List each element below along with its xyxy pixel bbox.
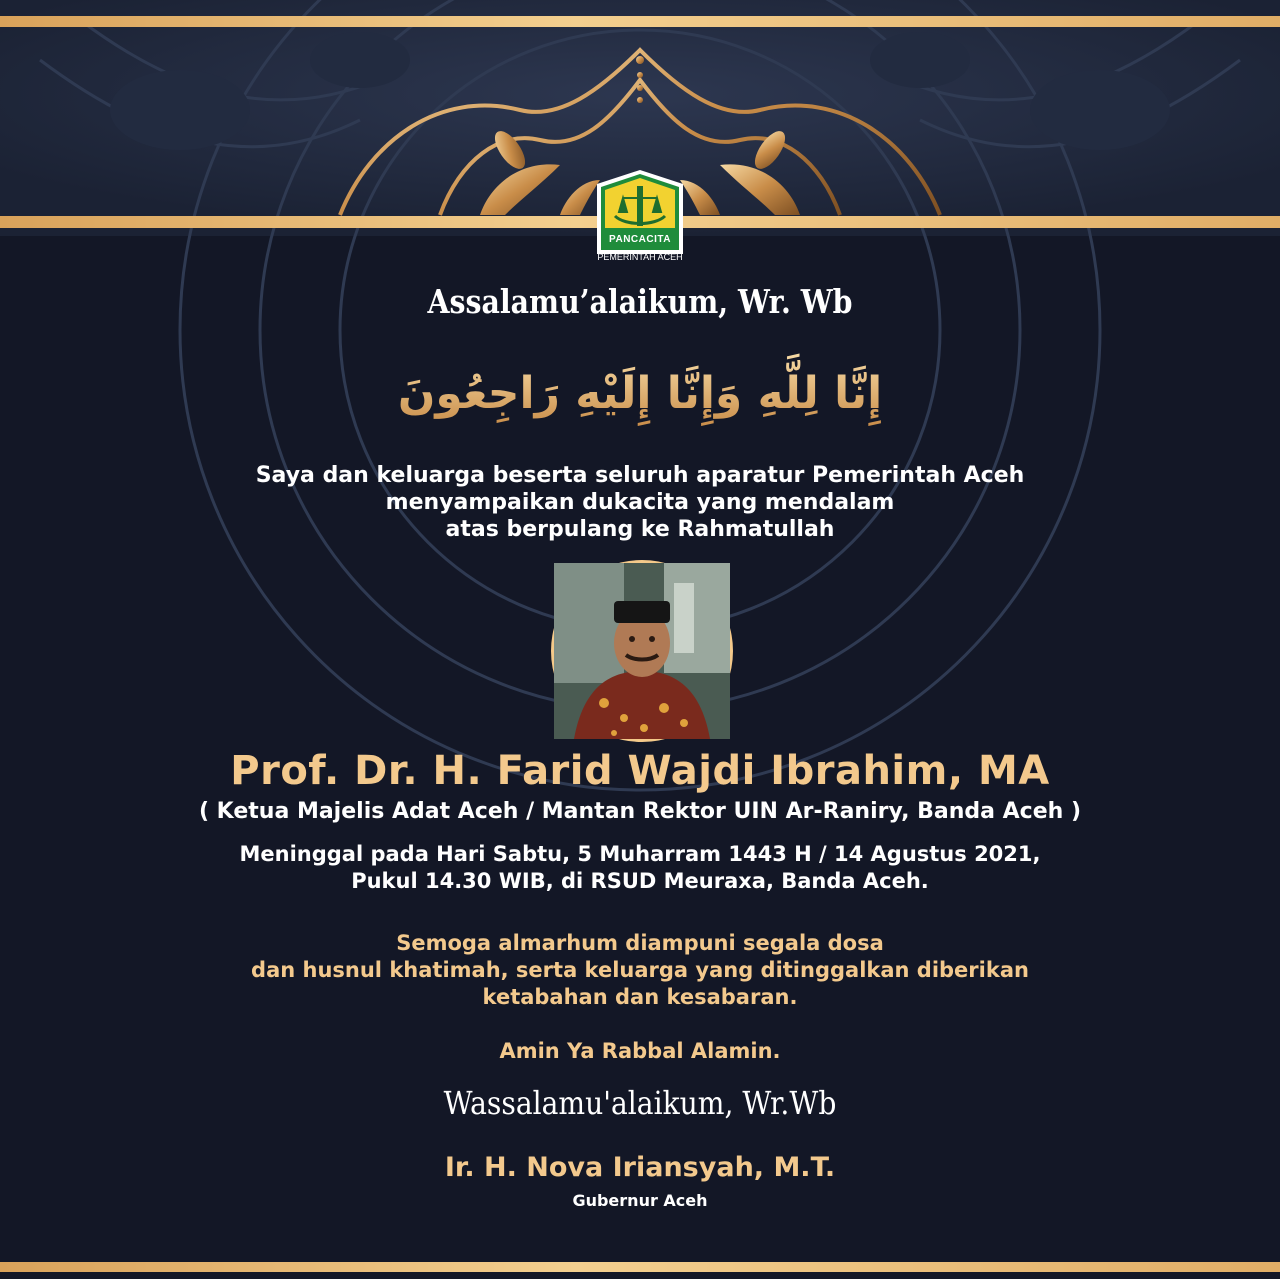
bottom-gold-line [0, 1262, 1280, 1272]
message-line: Saya dan keluarga beserta seluruh aparatur Pemerintah Aceh [255, 463, 1025, 488]
prayer-text [0, 930, 1280, 1011]
signer-name: Ir. H. Nova Iriansyah, M.T. [444, 1152, 836, 1183]
deceased-portrait [551, 560, 733, 742]
death-info-line: Meninggal pada Hari Sabtu, 5 Muharram 1443 H / 14 Agustus 2021, [239, 842, 1041, 866]
deceased-name: Prof. Dr. H. Farid Wajdi Ibrahim, MA [230, 748, 1050, 794]
prayer-line: dan husnul khatimah, serta keluarga yang ditinggalkan diberikan [251, 958, 1029, 982]
message-line: atas berpulang ke Rahmatullah [445, 517, 835, 542]
arabic-calligraphy [397, 342, 883, 440]
arabic-text: إِنَّا لِلَّهِ وَإِنَّا إِلَيْهِ رَاجِعُونَ [397, 368, 883, 419]
message-line: menyampaikan dukacita yang mendalam [385, 490, 895, 515]
top-gold-line [0, 16, 1280, 27]
opening-greeting: Assalamu’alaikum, Wr. Wb [427, 282, 853, 321]
prayer-line: Semoga almarhum diampuni segala dosa [396, 931, 884, 955]
prayer-line: ketabahan dan kesabaran. [482, 985, 798, 1009]
condolence-message [0, 462, 1280, 543]
amin-text: Amin Ya Rabbal Alamin. [499, 1039, 781, 1063]
emblem-sublabel: PEMERINTAH ACEH [597, 252, 683, 262]
death-info [0, 841, 1280, 895]
portrait-image [554, 563, 730, 739]
death-info-line: Pukul 14.30 WIB, di RSUD Meuraxa, Banda Aceh. [351, 869, 929, 893]
emblem-label: PANCACITA [609, 234, 671, 245]
closing-greeting: Wassalamu'alaikum, Wr.Wb [443, 1084, 837, 1122]
signer-title: Gubernur Aceh [572, 1191, 708, 1210]
deceased-role: ( Ketua Majelis Adat Aceh / Mantan Rektor UIN Ar-Raniry, Banda Aceh ) [198, 799, 1082, 824]
